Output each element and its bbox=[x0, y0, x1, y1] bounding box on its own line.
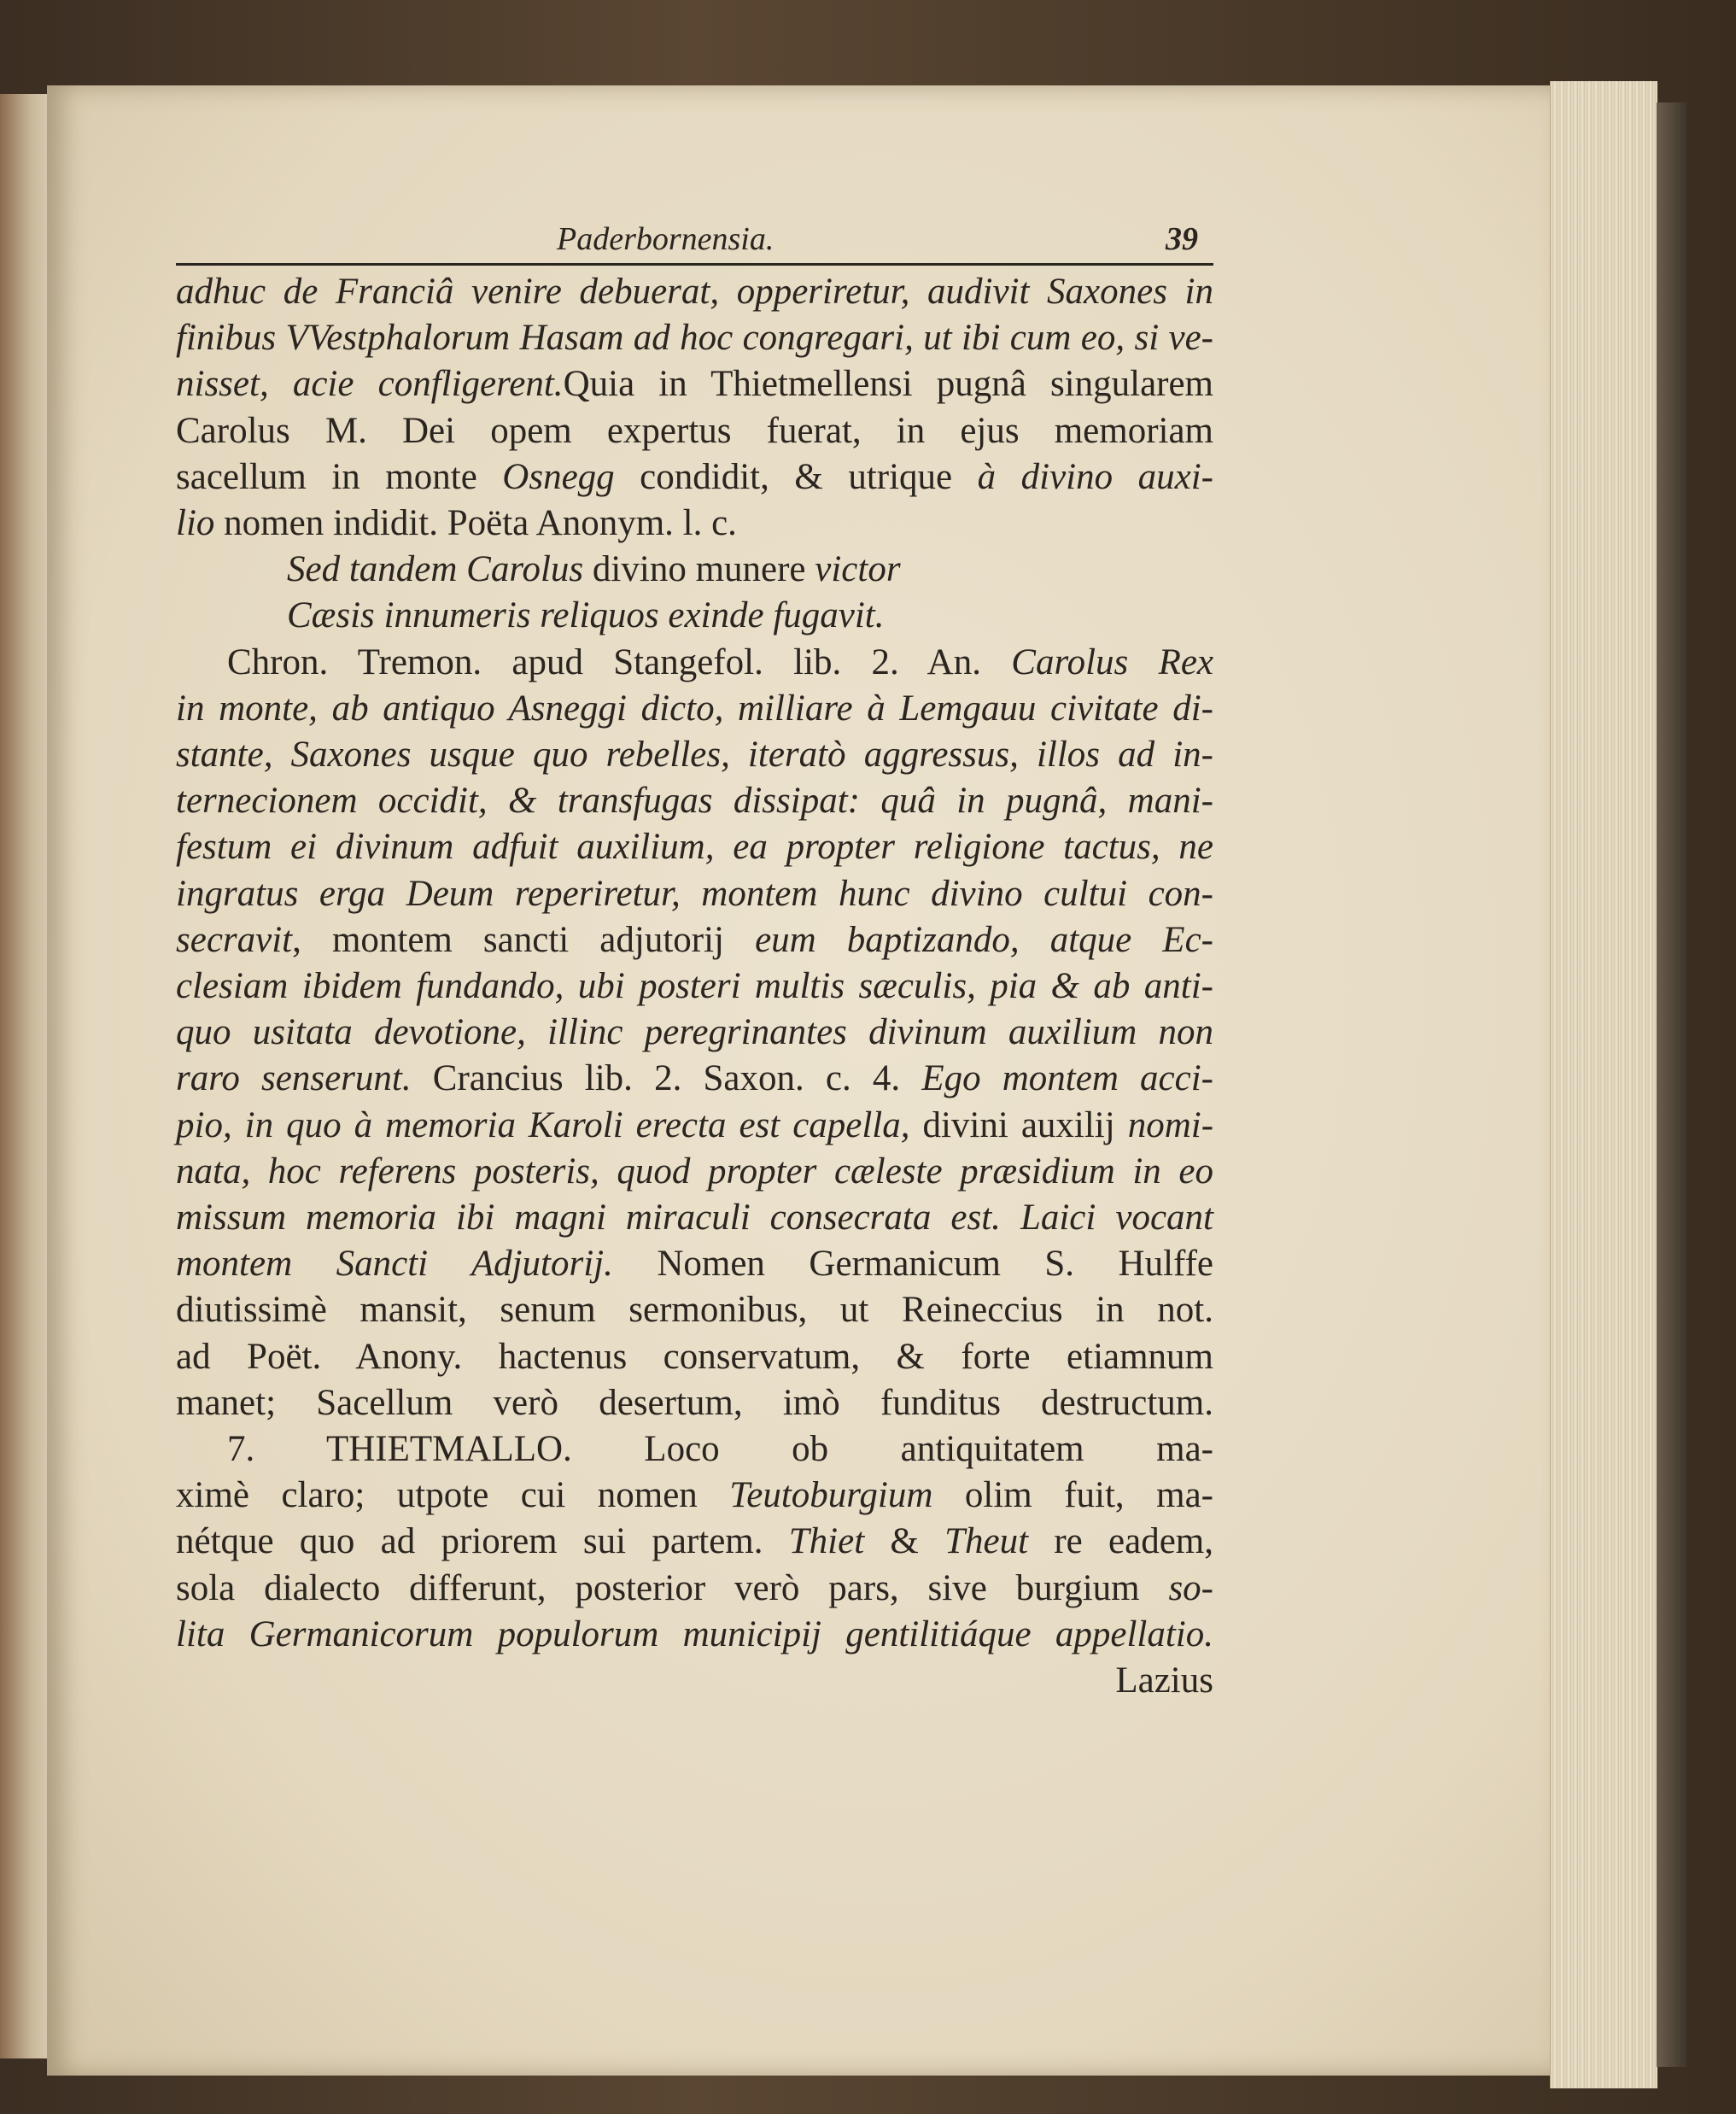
text-segment: nisset, acie confligerent. bbox=[176, 364, 564, 405]
text-segment: pio, in quo à memoria Karoli erecta est capella, bbox=[176, 1104, 910, 1145]
text-segment: Thiet bbox=[788, 1521, 865, 1562]
text-segment: Osnegg bbox=[502, 456, 615, 497]
text-line bbox=[176, 593, 1213, 639]
text-segment: , montem sancti adjutorij bbox=[292, 919, 756, 960]
text-segment: nétque quo ad priorem sui partem. bbox=[176, 1521, 789, 1562]
text-segment: sola dialecto differunt, posterior verò pars, sive burgium bbox=[176, 1567, 1169, 1608]
text-line bbox=[176, 1612, 1213, 1658]
text-line bbox=[176, 871, 1213, 917]
text-segment: re eadem, bbox=[1028, 1521, 1213, 1562]
page-number: 39 bbox=[1166, 221, 1198, 257]
text-segment: 7. THIETMALLO. Loco ob antiquitatem ma- bbox=[227, 1429, 1213, 1470]
text-segment: nomen indidit. Poëta Anonym. l. c. bbox=[214, 503, 737, 544]
text-line bbox=[176, 1334, 1213, 1380]
header-rule bbox=[176, 263, 1213, 266]
text-line bbox=[176, 1473, 1213, 1519]
text-segment: Teutoburgium bbox=[729, 1475, 933, 1516]
text-line bbox=[176, 315, 1213, 361]
text-line bbox=[176, 1287, 1213, 1333]
text-block bbox=[176, 220, 1213, 1704]
text-segment: à divino auxi- bbox=[977, 456, 1213, 497]
text-segment: raro senserunt. bbox=[176, 1058, 412, 1099]
text-line bbox=[176, 824, 1213, 870]
catchword: Lazius bbox=[1115, 1660, 1213, 1701]
text-segment: festum ei divinum adfuit auxilium, ea propter religione tactus, ne bbox=[176, 827, 1213, 868]
text-segment: nomi- bbox=[1127, 1104, 1214, 1145]
text-segment: Nomen Germanicum S. Hulffe bbox=[612, 1244, 1213, 1285]
text-segment: Chron. Tremon. apud Stangefol. lib. 2. An. bbox=[227, 641, 1012, 682]
text-line bbox=[176, 1566, 1213, 1612]
text-line bbox=[176, 732, 1213, 778]
text-line bbox=[176, 1149, 1213, 1195]
text-segment: victor bbox=[815, 549, 901, 590]
text-segment: sacellum in monte bbox=[176, 456, 503, 497]
text-segment: divini auxilij bbox=[909, 1104, 1128, 1145]
text-segment: diutissimè mansit, senum sermonibus, ut Reineccius in not. bbox=[176, 1290, 1213, 1331]
text-segment: missum memoria ibi magni miraculi consecrata est. Laici vocant bbox=[176, 1198, 1213, 1239]
text-line bbox=[176, 1056, 1213, 1102]
text-segment: Sed tandem Carolus bbox=[287, 549, 584, 590]
text-segment: Crancius lib. 2. Saxon. c. 4. bbox=[411, 1058, 922, 1099]
text-segment: Carolus M. Dei opem expertus fuerat, in ejus memoriam bbox=[176, 410, 1213, 451]
text-segment: condidit, & utrique bbox=[614, 456, 978, 497]
text-segment: adhuc de Franciâ venire debuerat, opperiretur, audivit Saxones in bbox=[176, 272, 1213, 312]
text-segment: clesiam ibidem fundando, ubi posteri multis sæculis, pia & ab anti- bbox=[176, 966, 1213, 1007]
text-segment: stante, Saxones usque quo rebelles, iteratò aggressus, illos ad in- bbox=[176, 735, 1213, 776]
text-segment: finibus VVestphalorum Hasam ad hoc congregari, ut ibi cum eo, si ve- bbox=[176, 318, 1213, 359]
text-segment: Ego montem acci- bbox=[921, 1058, 1213, 1099]
text-segment: nata, hoc referens posteris, quod propter cæleste præsidium in eo bbox=[176, 1151, 1213, 1192]
book-cover-edge bbox=[1657, 102, 1686, 2067]
text-line bbox=[176, 686, 1213, 732]
facing-page-edge bbox=[0, 94, 51, 2058]
text-line bbox=[176, 1426, 1213, 1473]
text-line bbox=[176, 454, 1213, 501]
text-segment: olim fuit, ma- bbox=[932, 1475, 1214, 1516]
text-segment: quo usitata devotione, illinc peregrinantes divinum auxilium non bbox=[176, 1012, 1213, 1053]
text-line bbox=[176, 778, 1213, 824]
text-segment: ximè claro; utpote cui nomen bbox=[176, 1475, 730, 1516]
text-segment: montem Sancti Adjutorij. bbox=[176, 1244, 613, 1285]
text-segment: ingratus erga Deum reperiretur, montem hunc divino cultui con- bbox=[176, 873, 1213, 914]
running-title: Paderbornensia. bbox=[557, 221, 774, 257]
text-segment: lita Germanicorum populorum municipij gentilitiáque appellatio. bbox=[176, 1613, 1213, 1654]
text-segment: in monte, ab antiquo Asneggi dicto, milliare à Lemgauu civitate di- bbox=[176, 688, 1213, 729]
page-stack-edge bbox=[1550, 81, 1657, 2088]
text-line bbox=[176, 269, 1213, 315]
text-segment: eum baptizando, atque Ec- bbox=[755, 919, 1213, 960]
text-line bbox=[176, 501, 1213, 547]
text-segment: & bbox=[864, 1521, 945, 1562]
text-line bbox=[176, 917, 1213, 963]
text-segment: ad Poët. Anony. hactenus conservatum, & forte etiamnum bbox=[176, 1336, 1213, 1377]
text-segment: so- bbox=[1168, 1567, 1213, 1608]
text-line bbox=[176, 640, 1213, 686]
text-line bbox=[176, 361, 1213, 407]
text-segment: Cæsis innumeris reliquos exinde fugavit. bbox=[287, 595, 885, 636]
text-line bbox=[176, 408, 1213, 454]
text-segment: ternecionem occidit, & transfugas dissipat: quâ in pugnâ, mani- bbox=[176, 781, 1213, 822]
text-line bbox=[176, 963, 1213, 1010]
body-text bbox=[176, 269, 1213, 1658]
text-segment: divino munere bbox=[583, 549, 815, 590]
text-line bbox=[176, 1519, 1213, 1565]
text-line bbox=[176, 1103, 1213, 1149]
text-line bbox=[176, 1195, 1213, 1241]
text-line bbox=[176, 1241, 1213, 1287]
text-line bbox=[176, 1010, 1213, 1056]
text-line bbox=[176, 547, 1213, 593]
text-segment: lio bbox=[176, 503, 215, 544]
text-line bbox=[176, 1380, 1213, 1426]
text-segment: Quia in Thietmellensi pugnâ singularem bbox=[563, 364, 1214, 405]
text-segment: Carolus Rex bbox=[1011, 641, 1214, 682]
text-segment: manet; Sacellum verò desertum, imò funditus destructum. bbox=[176, 1382, 1213, 1423]
text-segment: secravit bbox=[176, 919, 293, 960]
text-segment: Theut bbox=[944, 1521, 1029, 1562]
running-head bbox=[176, 220, 1213, 261]
